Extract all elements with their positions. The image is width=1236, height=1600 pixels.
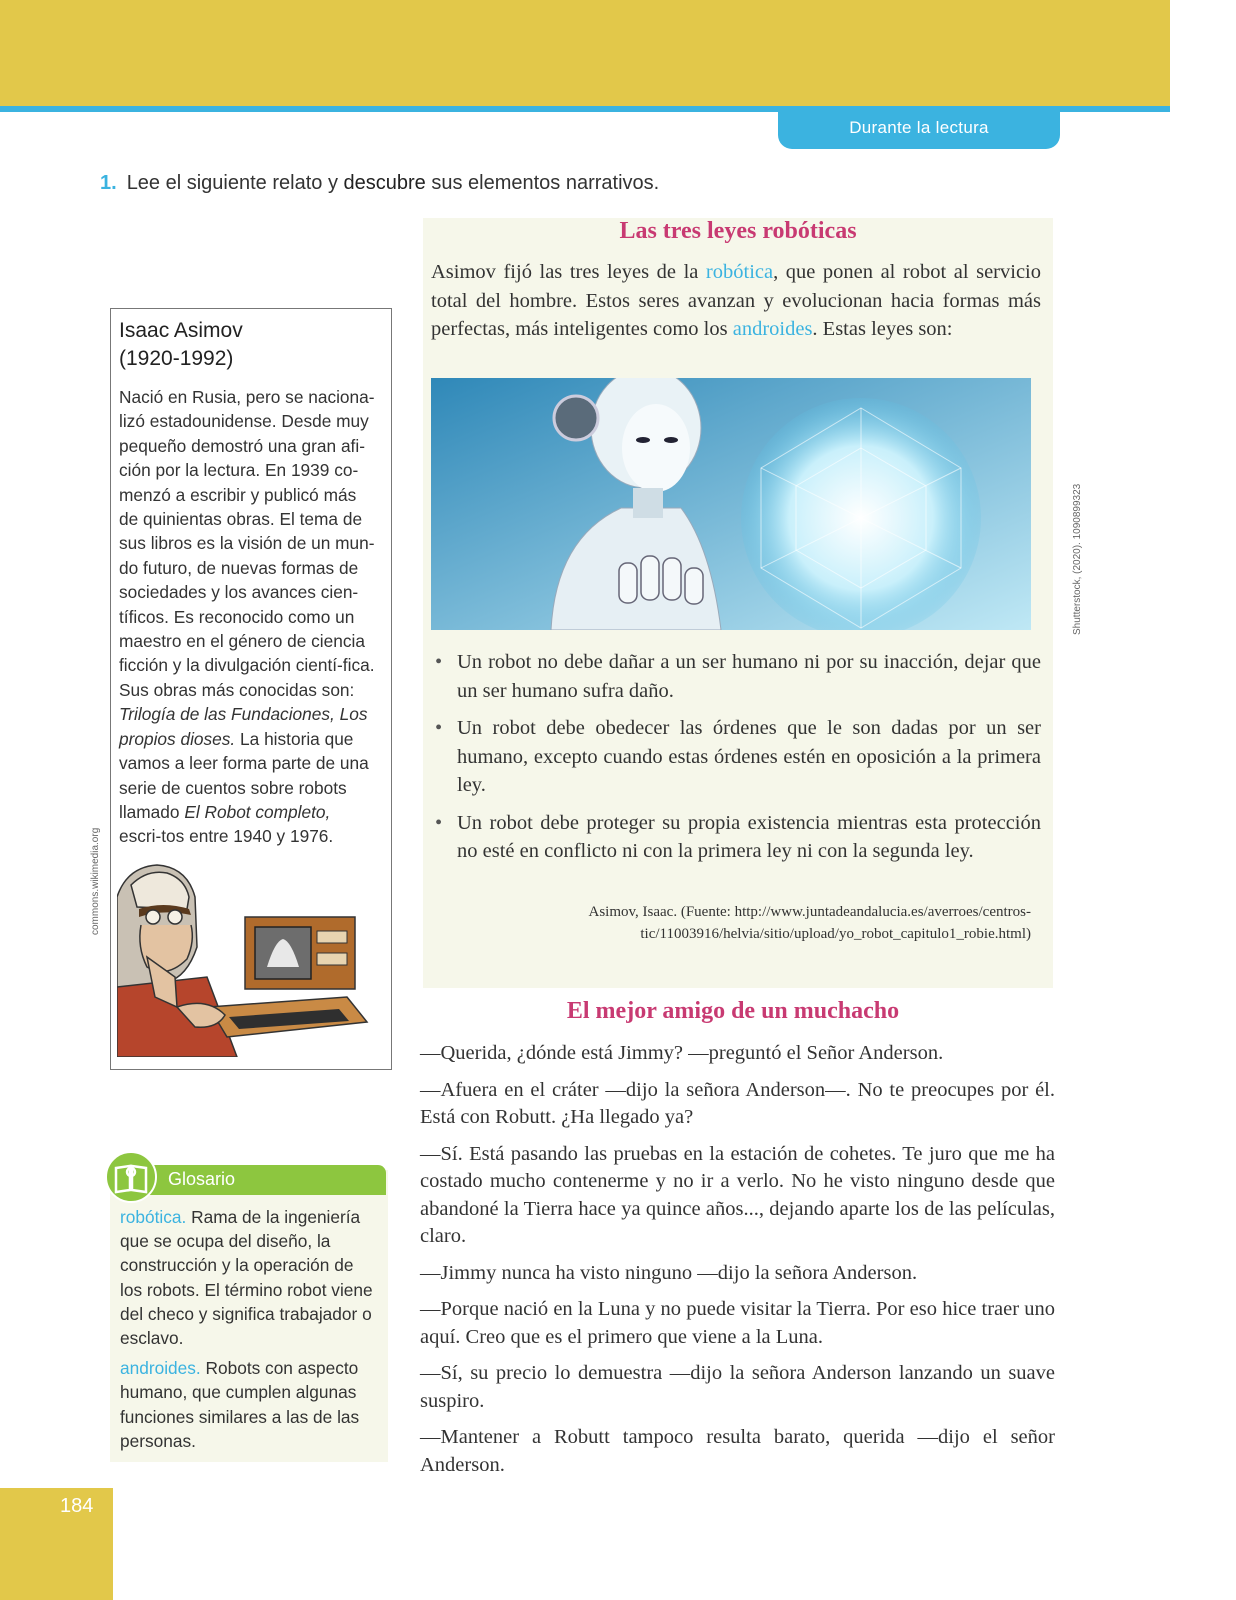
keyword-robotica: robótica bbox=[705, 261, 774, 283]
keyword-androides: androides bbox=[732, 318, 813, 340]
story-paragraph: —Querida, ¿dónde está Jimmy? —preguntó el Señor Anderson. bbox=[420, 1042, 944, 1064]
story-paragraph: —Jimmy nunca ha visto ninguno —dijo la señora Anderson. bbox=[420, 1261, 918, 1284]
author-illustration bbox=[117, 857, 382, 1057]
author-heading bbox=[119, 317, 243, 373]
bio-work-2: Los propios dioses. bbox=[119, 704, 368, 749]
laws-list bbox=[431, 648, 1041, 875]
bio-work-1: Trilogía de las Fundaciones, bbox=[119, 704, 335, 725]
story-paragraph: —Mantener a Robutt tampoco resulta barato, querida —dijo el señor Anderson. bbox=[420, 1426, 1055, 1476]
glossary-header bbox=[120, 1165, 386, 1195]
glossary-entry bbox=[120, 1356, 375, 1453]
book-icon bbox=[104, 1150, 158, 1204]
activity-instruction bbox=[100, 172, 659, 195]
laws-panel bbox=[423, 218, 1053, 988]
law-item: • Un robot debe obedecer las órdenes que le son dadas por un ser humano, excepto cuando estas órdenes estén en oposición a la primera ley. bbox=[431, 714, 1041, 800]
laws-source: Asimov, Isaac. (Fuente: http://www.juntadeandalucia.es/averroes/centros-tic/11003916/helvia/sitio/upload/yo_robot_capitulo1_robie.html) bbox=[588, 904, 1031, 942]
bio-text-1: Nació en Rusia, pero se naciona-lizó estadounidense. Desde muy pequeño demostró una gran afi-ción por la lectura. En 1939 co-menzó a escribir y publicó más de quinientas obras. El tema de sus libros es la visión de un mun-do futuro, de nuevas formas de sociedades y los avances cien-tíficos. Es reconocido como un maestro en el género de ciencia ficción y la divulgación cientí-fica. Sus obras más conocidas son: bbox=[119, 387, 375, 700]
laws-intro-1: Asimov fijó las tres leyes de la bbox=[431, 261, 706, 283]
laws-intro-3: . Estas leyes son: bbox=[812, 318, 953, 340]
glossary-entry bbox=[120, 1205, 375, 1350]
story-paragraph: —Sí. Está pasando las pruebas en la estación de cohetes. Te juro que me ha costado mucho contenerme y no ir a verlo. No he visto ninguno desde que abandoné la Tierra hace ya quince años..., dejando aparte los de las películas, claro. bbox=[420, 1142, 1055, 1247]
bio-work-3: El Robot completo, bbox=[184, 801, 331, 822]
activity-text-after: sus elementos narrativos. bbox=[425, 172, 660, 194]
glossary-text bbox=[120, 1205, 375, 1459]
law-item: • Un robot debe proteger su propia existencia mientras esta protección no esté en conflicto ni con la primera ley ni con la segunda ley. bbox=[431, 809, 1041, 866]
section-tab-label: Durante la lectura bbox=[849, 118, 989, 137]
story-paragraph: —Afuera en el cráter —dijo la señora Anderson—. No te preocupes por él. Está con Robutt. ¿Ha llegado ya? bbox=[420, 1078, 1055, 1128]
activity-emphasis: descubre bbox=[343, 172, 426, 194]
story-paragraph: —Sí, su precio lo demuestra —dijo la señora Anderson lanzando un suave suspiro. bbox=[420, 1362, 1055, 1412]
glossary-definition: Rama de la ingeniería que se ocupa del diseño, la construcción y la operación de los robots. El término robot viene del checo y significa trabajador o esclavo. bbox=[120, 1207, 373, 1349]
glossary-definition: Robots con aspecto humano, que cumplen algunas funciones similares a las de las personas. bbox=[120, 1358, 360, 1451]
glossary-term: androides. bbox=[120, 1358, 201, 1379]
top-band bbox=[0, 0, 1170, 112]
bio-text-3: escri-tos entre 1940 y 1976. bbox=[119, 826, 334, 847]
bio-text-2: La historia que vamos a leer forma parte de una serie de cuentos sobre robots llamado bbox=[119, 728, 369, 822]
section-tab bbox=[778, 107, 1060, 149]
activity-number: 1. bbox=[100, 172, 117, 194]
activity-text-before: Lee el siguiente relato y bbox=[126, 172, 344, 194]
story-text bbox=[420, 1040, 1055, 1488]
page-number-box bbox=[0, 1488, 113, 1600]
page-number: 184 bbox=[60, 1495, 94, 1517]
law-item: • Un robot no debe dañar a un ser humano ni por su inacción, dejar que un ser humano sufra daño. bbox=[431, 648, 1041, 705]
author-bio-box bbox=[110, 308, 392, 1070]
author-name: Isaac Asimov bbox=[119, 319, 243, 342]
author-years: (1920-1992) bbox=[119, 347, 234, 370]
author-bio-text bbox=[119, 385, 377, 849]
laws-intro bbox=[431, 258, 1041, 344]
bio-image-credit: commons.wikimedia.org bbox=[90, 827, 101, 935]
laws-intro-2: , que ponen al robot al servicio total del hombre. Estos seres avanzan y evolucionan hacia formas más perfectas, más inteligentes como los bbox=[431, 261, 1042, 340]
story-paragraph: —Porque nació en la Luna y no puede visitar la Tierra. Por eso hice traer uno aquí. Creo que es el primero que viene a la Luna. bbox=[420, 1298, 1055, 1348]
story-title: El mejor amigo de un muchacho bbox=[566, 998, 900, 1024]
robot-photo bbox=[431, 378, 1031, 630]
photo-credit: Shutterstock, (2020). 1090899323 bbox=[1072, 483, 1083, 635]
glossary-term: robótica. bbox=[120, 1207, 187, 1227]
laws-title: Las tres leyes robóticas bbox=[619, 218, 857, 244]
glossary-label: Glosario bbox=[168, 1169, 236, 1189]
